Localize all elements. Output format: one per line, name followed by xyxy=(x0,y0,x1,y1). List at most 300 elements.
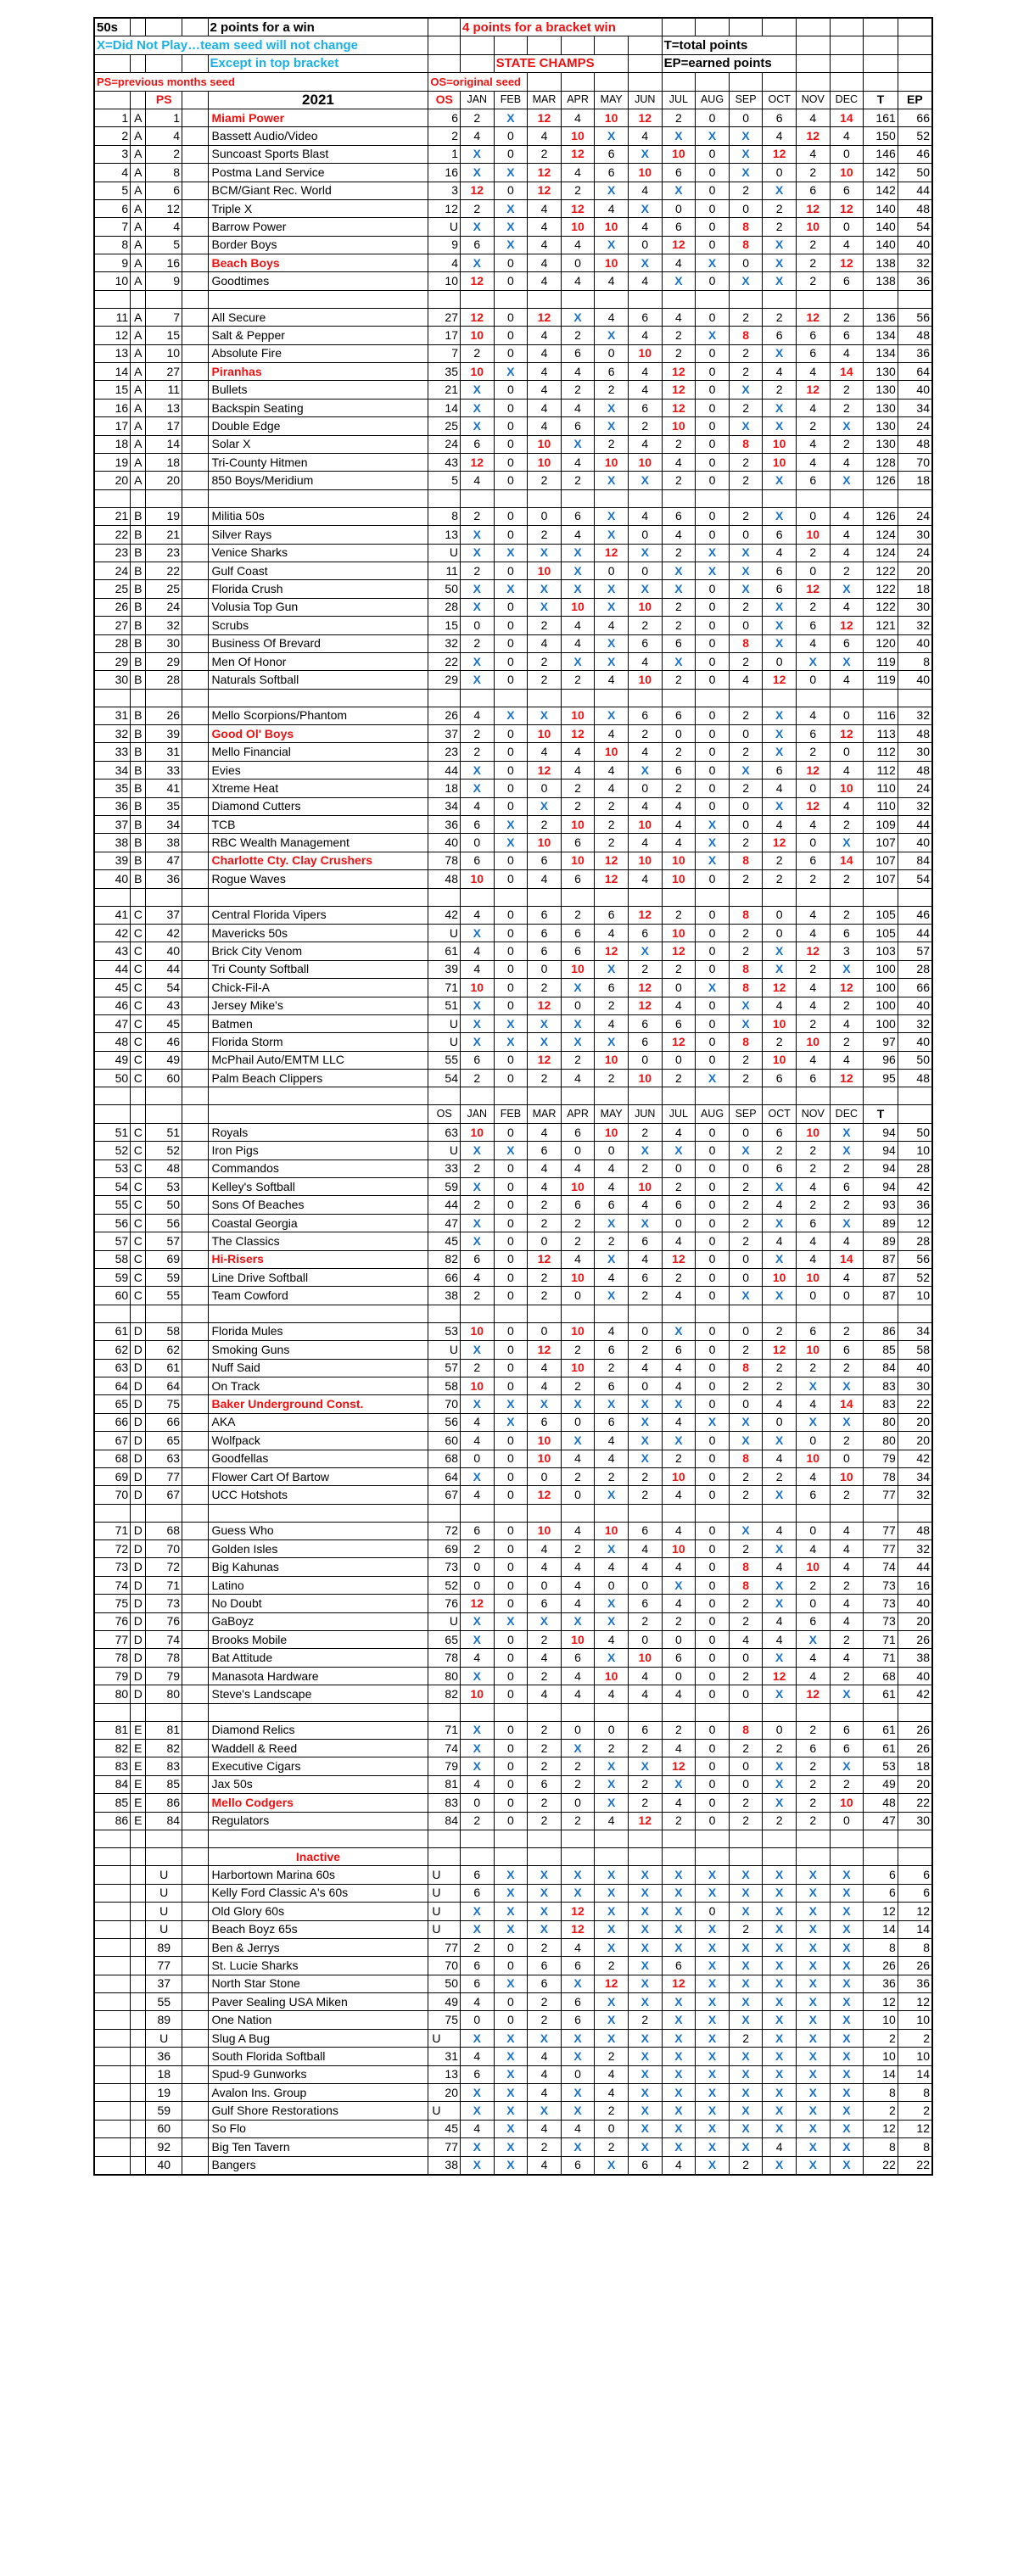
month-score-cell: X xyxy=(595,580,629,598)
month-score-cell: 2 xyxy=(662,435,696,453)
empty-cell xyxy=(131,1087,146,1105)
month-score-cell: 10 xyxy=(830,1794,864,1812)
team-row xyxy=(94,1612,932,1630)
month-score-cell: X xyxy=(460,544,494,562)
month-score-cell: 14 xyxy=(830,1250,864,1268)
month-score-cell: X xyxy=(662,652,696,670)
month-score-cell: X xyxy=(561,979,595,997)
month-score-cell: 0 xyxy=(830,1450,864,1467)
month-score-cell: X xyxy=(763,1250,797,1268)
month-score-cell: 2 xyxy=(763,1359,797,1377)
rank-cell: 52 xyxy=(94,1142,131,1159)
bracket-cell xyxy=(131,2156,146,2175)
month-score-cell: X xyxy=(460,381,494,399)
month-score-cell: X xyxy=(628,1884,662,1902)
month-score-cell: X xyxy=(595,1486,629,1504)
bracket-cell: B xyxy=(131,671,146,689)
month-score-cell: 0 xyxy=(696,435,730,453)
empty-cell xyxy=(182,816,208,834)
month-score-cell: 0 xyxy=(696,1269,730,1287)
month-score-cell: 2 xyxy=(528,1812,562,1830)
ps-cell: 4 xyxy=(146,218,182,236)
month-score-cell: X xyxy=(460,780,494,797)
month-score-cell: X xyxy=(460,1142,494,1159)
month-score-cell: 2 xyxy=(528,979,562,997)
rank-cell: 62 xyxy=(94,1341,131,1359)
empty-cell xyxy=(182,472,208,489)
earned-points-cell: 8 xyxy=(898,652,932,670)
earned-points-cell: 28 xyxy=(898,1159,932,1177)
repeat-header-row xyxy=(94,1105,932,1123)
month-score-cell: X xyxy=(763,1794,797,1812)
month-score-cell: 0 xyxy=(494,725,528,743)
month-score-cell: 2 xyxy=(729,1794,763,1812)
month-score-cell: 4 xyxy=(662,1359,696,1377)
rank-cell: 57 xyxy=(94,1232,131,1250)
month-header: OCT xyxy=(763,1105,797,1123)
os-cell: 76 xyxy=(428,1595,461,1612)
empty-cell xyxy=(494,1703,528,1721)
bracket-cell: C xyxy=(131,1033,146,1051)
month-score-cell: 4 xyxy=(528,1123,562,1141)
month-score-cell: X xyxy=(595,960,629,978)
month-score-cell: 2 xyxy=(796,1757,830,1775)
team-row xyxy=(94,417,932,435)
team-name: Triple X xyxy=(208,199,428,217)
earned-points-cell: 44 xyxy=(898,924,932,942)
month-score-cell: 4 xyxy=(662,1413,696,1431)
month-score-cell: 10 xyxy=(460,1685,494,1703)
team-name: Kelley's Softball xyxy=(208,1178,428,1196)
month-score-cell: 0 xyxy=(628,236,662,254)
month-score-cell: X xyxy=(595,1612,629,1630)
earned-points-cell: 32 xyxy=(898,1014,932,1032)
ps-cell: 15 xyxy=(146,327,182,344)
month-score-cell: X xyxy=(763,1938,797,1956)
month-score-cell: 6 xyxy=(830,1721,864,1739)
earned-points-cell: 54 xyxy=(898,870,932,888)
month-score-cell: 0 xyxy=(729,816,763,834)
bracket-cell: C xyxy=(131,1159,146,1177)
rank-cell: 76 xyxy=(94,1612,131,1630)
os-cell: 38 xyxy=(428,1287,461,1305)
month-score-cell: 2 xyxy=(460,634,494,652)
rank-cell: 12 xyxy=(94,327,131,344)
earned-points-cell: 30 xyxy=(898,526,932,544)
empty-cell xyxy=(182,2084,208,2102)
team-name: Solar X xyxy=(208,435,428,453)
month-score-cell: 0 xyxy=(696,1341,730,1359)
bracket-cell: A xyxy=(131,435,146,453)
empty-cell xyxy=(763,1504,797,1522)
earned-points-cell: 20 xyxy=(898,1432,932,1450)
month-score-cell: 6 xyxy=(595,1377,629,1394)
ps-cell: 36 xyxy=(146,870,182,888)
earned-points-note: EP=earned points xyxy=(662,54,796,72)
month-score-cell: 0 xyxy=(494,1522,528,1539)
month-score-cell: X xyxy=(763,1214,797,1232)
month-score-cell: 10 xyxy=(595,1522,629,1539)
earned-points-cell: 6 xyxy=(898,1866,932,1884)
team-row xyxy=(94,2011,932,2029)
month-score-cell: X xyxy=(763,2120,797,2137)
month-score-cell: 4 xyxy=(830,671,864,689)
team-name: Volusia Top Gun xyxy=(208,598,428,616)
month-score-cell: 10 xyxy=(561,1269,595,1287)
month-score-cell: 14 xyxy=(830,852,864,869)
earned-points-cell: 42 xyxy=(898,1178,932,1196)
month-score-cell: 2 xyxy=(662,1721,696,1739)
ps-cell: 59 xyxy=(146,2102,182,2120)
month-score-cell: 0 xyxy=(729,1685,763,1703)
month-score-cell: 2 xyxy=(561,1232,595,1250)
month-score-cell: X xyxy=(595,1866,629,1884)
bracket-cell: D xyxy=(131,1395,146,1413)
rank-cell: 36 xyxy=(94,797,131,815)
month-score-cell: X xyxy=(796,652,830,670)
team-row xyxy=(94,1938,932,1956)
empty-cell xyxy=(460,489,494,507)
empty-cell xyxy=(182,1232,208,1250)
legend-row-2 xyxy=(94,36,932,54)
month-score-cell: X xyxy=(494,1014,528,1032)
team-name: Baker Underground Const. xyxy=(208,1395,428,1413)
month-score-cell: 4 xyxy=(561,1070,595,1087)
month-score-cell: 0 xyxy=(494,399,528,416)
empty-cell xyxy=(763,1703,797,1721)
month-score-cell: 0 xyxy=(460,617,494,634)
month-score-cell: 0 xyxy=(696,617,730,634)
empty-cell xyxy=(131,888,146,906)
rank-cell: 28 xyxy=(94,634,131,652)
month-score-cell: 0 xyxy=(561,1413,595,1431)
month-score-cell: 6 xyxy=(628,1232,662,1250)
team-row xyxy=(94,743,932,761)
month-score-cell: 6 xyxy=(561,2156,595,2175)
empty-cell xyxy=(182,1178,208,1196)
team-row xyxy=(94,254,932,272)
month-score-cell: 6 xyxy=(830,327,864,344)
month-score-cell: 2 xyxy=(763,1467,797,1485)
month-score-cell: X xyxy=(729,1142,763,1159)
earned-points-cell: 54 xyxy=(898,218,932,236)
month-score-cell: 4 xyxy=(528,344,562,362)
rank-cell: 19 xyxy=(94,453,131,471)
bracket-cell: D xyxy=(131,1667,146,1685)
month-score-cell: X xyxy=(460,164,494,182)
month-score-cell: X xyxy=(763,743,797,761)
earned-points-cell: 22 xyxy=(898,1794,932,1812)
month-score-cell: 4 xyxy=(628,834,662,852)
month-score-cell: 4 xyxy=(595,1631,629,1649)
total-points-cell: 86 xyxy=(864,1322,898,1340)
bracket-cell: D xyxy=(131,1595,146,1612)
month-score-cell: X xyxy=(561,1395,595,1413)
month-header: NOV xyxy=(796,1105,830,1123)
team-name: 850 Boys/Meridium xyxy=(208,472,428,489)
month-score-cell: X xyxy=(662,1920,696,1938)
month-score-cell: 4 xyxy=(528,127,562,145)
os-cell: U xyxy=(428,1884,461,1902)
month-score-cell: X xyxy=(561,1884,595,1902)
month-score-cell: 0 xyxy=(696,1250,730,1268)
empty-cell xyxy=(182,960,208,978)
month-score-cell: 8 xyxy=(729,960,763,978)
month-score-cell: 12 xyxy=(662,942,696,960)
month-score-cell: 0 xyxy=(494,797,528,815)
month-score-cell: 12 xyxy=(763,834,797,852)
empty-cell xyxy=(528,1703,562,1721)
month-score-cell: 6 xyxy=(561,1649,595,1667)
month-score-cell: 2 xyxy=(528,1214,562,1232)
total-points-cell: 122 xyxy=(864,580,898,598)
month-score-cell: 2 xyxy=(628,1341,662,1359)
month-score-cell: 2 xyxy=(796,1775,830,1793)
month-score-cell: 10 xyxy=(561,1631,595,1649)
month-score-cell: 4 xyxy=(528,1359,562,1377)
team-row xyxy=(94,164,932,182)
month-score-cell: 2 xyxy=(796,236,830,254)
month-score-cell: 0 xyxy=(729,1757,763,1775)
ps-cell: 4 xyxy=(146,127,182,145)
empty-cell xyxy=(94,489,131,507)
empty-cell xyxy=(830,1703,864,1721)
month-score-cell: X xyxy=(729,761,763,779)
team-name: Salt & Pepper xyxy=(208,327,428,344)
month-score-cell: 0 xyxy=(494,960,528,978)
month-score-cell: 6 xyxy=(796,1322,830,1340)
month-score-cell: X xyxy=(595,2156,629,2175)
month-score-cell: 10 xyxy=(763,1269,797,1287)
month-score-cell: 0 xyxy=(696,1467,730,1485)
month-score-cell: X xyxy=(763,344,797,362)
month-score-cell: 0 xyxy=(796,1595,830,1612)
team-row xyxy=(94,1685,932,1703)
team-name: Commandos xyxy=(208,1159,428,1177)
month-score-cell: X xyxy=(796,2156,830,2175)
earned-points-cell: 40 xyxy=(898,1595,932,1612)
empty-cell xyxy=(182,182,208,199)
ps-cell: 31 xyxy=(146,743,182,761)
month-score-cell: 4 xyxy=(662,453,696,471)
ps-cell: U xyxy=(146,1866,182,1884)
os-cell: 40 xyxy=(428,834,461,852)
inactive-label-row xyxy=(94,1847,932,1865)
team-name: Scrubs xyxy=(208,617,428,634)
month-score-cell: X xyxy=(494,834,528,852)
month-score-cell: X xyxy=(595,2011,629,2029)
month-score-cell: X xyxy=(696,2029,730,2047)
team-name: Mello Scorpions/Phantom xyxy=(208,707,428,724)
month-score-cell: 4 xyxy=(830,544,864,562)
team-row xyxy=(94,1576,932,1594)
month-score-cell: 0 xyxy=(628,1322,662,1340)
month-score-cell: 4 xyxy=(460,1993,494,2011)
month-score-cell: 0 xyxy=(494,1250,528,1268)
ps-cell: 41 xyxy=(146,780,182,797)
empty-cell xyxy=(662,689,696,707)
month-score-cell: 6 xyxy=(796,852,830,869)
team-name: Florida Storm xyxy=(208,1033,428,1051)
month-score-cell: 4 xyxy=(561,2120,595,2137)
team-name: Golden Isles xyxy=(208,1540,428,1558)
team-row xyxy=(94,472,932,489)
month-score-cell: X xyxy=(696,2048,730,2065)
month-score-cell: X xyxy=(595,1540,629,1558)
rank-cell: 55 xyxy=(94,1196,131,1214)
month-score-cell: X xyxy=(830,1757,864,1775)
month-score-cell: 4 xyxy=(662,797,696,815)
total-points-cell: 97 xyxy=(864,1033,898,1051)
month-score-cell: X xyxy=(763,1775,797,1793)
month-score-cell: 10 xyxy=(561,1322,595,1340)
month-score-cell: X xyxy=(763,1540,797,1558)
empty-cell xyxy=(528,1504,562,1522)
empty-cell xyxy=(182,707,208,724)
os-cell: 34 xyxy=(428,797,461,815)
month-score-cell: 4 xyxy=(662,816,696,834)
month-score-cell: X xyxy=(595,1395,629,1413)
team-name: Tri-County Hitmen xyxy=(208,453,428,471)
month-score-cell: X xyxy=(528,1395,562,1413)
month-score-cell: 6 xyxy=(628,1033,662,1051)
month-score-cell: 4 xyxy=(796,363,830,381)
month-score-cell: X xyxy=(561,2084,595,2102)
month-score-cell: 12 xyxy=(796,381,830,399)
empty-cell xyxy=(898,290,932,308)
month-score-cell: 4 xyxy=(763,816,797,834)
team-row xyxy=(94,652,932,670)
team-row xyxy=(94,1540,932,1558)
month-score-cell: 6 xyxy=(796,1739,830,1757)
earned-points-cell: 26 xyxy=(898,1739,932,1757)
month-score-cell: X xyxy=(729,2084,763,2102)
month-score-cell: 6 xyxy=(796,472,830,489)
month-score-cell: 12 xyxy=(796,127,830,145)
month-score-cell: X xyxy=(628,2102,662,2120)
month-score-cell: 4 xyxy=(561,1667,595,1685)
earned-points-cell: 30 xyxy=(898,598,932,616)
empty-cell xyxy=(182,272,208,290)
earned-points-cell: 20 xyxy=(898,1775,932,1793)
month-score-cell: X xyxy=(830,2084,864,2102)
month-score-cell: 0 xyxy=(494,1957,528,1975)
month-score-cell: 2 xyxy=(460,1359,494,1377)
empty-cell xyxy=(561,489,595,507)
month-score-cell: X xyxy=(494,2048,528,2065)
month-score-cell: 2 xyxy=(561,906,595,924)
empty-cell xyxy=(864,689,898,707)
month-score-cell: X xyxy=(729,1957,763,1975)
bracket-cell: B xyxy=(131,634,146,652)
month-score-cell: X xyxy=(460,1033,494,1051)
month-score-cell: 4 xyxy=(561,1250,595,1268)
empty-cell xyxy=(182,852,208,869)
team-row xyxy=(94,2102,932,2120)
month-score-cell: 4 xyxy=(595,2065,629,2083)
month-score-cell: X xyxy=(561,652,595,670)
month-score-cell: X xyxy=(662,1432,696,1450)
month-score-cell: X xyxy=(662,580,696,598)
month-score-cell: X xyxy=(729,997,763,1014)
ps-cell: 24 xyxy=(146,598,182,616)
month-score-cell: X xyxy=(763,2029,797,2047)
month-score-cell: 4 xyxy=(561,236,595,254)
bracket-cell: B xyxy=(131,780,146,797)
month-score-cell: 4 xyxy=(595,924,629,942)
empty-cell xyxy=(182,1739,208,1757)
empty-cell xyxy=(131,1830,146,1847)
month-score-cell: 2 xyxy=(796,743,830,761)
month-score-cell: 0 xyxy=(729,254,763,272)
month-score-cell: 0 xyxy=(561,1721,595,1739)
empty-cell xyxy=(628,888,662,906)
empty-cell xyxy=(428,888,461,906)
month-score-cell: 0 xyxy=(696,580,730,598)
earned-points-cell: 30 xyxy=(898,1812,932,1830)
month-score-cell: 10 xyxy=(528,453,562,471)
month-score-cell: 10 xyxy=(561,127,595,145)
month-score-cell: 4 xyxy=(528,1178,562,1196)
month-score-cell: 2 xyxy=(528,1993,562,2011)
spacer-row xyxy=(94,1504,932,1522)
month-score-cell: 0 xyxy=(494,924,528,942)
empty-cell xyxy=(182,489,208,507)
month-score-cell: 4 xyxy=(528,1649,562,1667)
month-score-cell: 6 xyxy=(628,1522,662,1539)
month-score-cell: 2 xyxy=(729,453,763,471)
team-row xyxy=(94,1070,932,1087)
team-row xyxy=(94,1142,932,1159)
month-score-cell: 6 xyxy=(528,1142,562,1159)
total-points-cell: 95 xyxy=(864,1070,898,1087)
bracket-cell: C xyxy=(131,997,146,1014)
month-score-cell: 4 xyxy=(528,2048,562,2065)
month-score-cell: X xyxy=(528,1884,562,1902)
rank-cell: 6 xyxy=(94,199,131,217)
month-score-cell: 4 xyxy=(830,1540,864,1558)
team-row xyxy=(94,1033,932,1051)
month-score-cell: X xyxy=(595,634,629,652)
earned-points-cell: 20 xyxy=(898,562,932,579)
month-score-cell: X xyxy=(696,816,730,834)
month-score-cell: 4 xyxy=(528,870,562,888)
empty-cell xyxy=(428,1847,461,1865)
team-row xyxy=(94,1993,932,2011)
month-score-cell: 4 xyxy=(628,381,662,399)
empty-cell xyxy=(182,1847,208,1865)
month-score-cell: X xyxy=(696,1938,730,1956)
ps-cell: 64 xyxy=(146,1377,182,1394)
month-score-cell: 0 xyxy=(662,1159,696,1177)
total-points-cell: 103 xyxy=(864,942,898,960)
month-score-cell: 6 xyxy=(460,435,494,453)
month-score-cell: 0 xyxy=(696,1631,730,1649)
month-score-cell: 4 xyxy=(796,1051,830,1069)
month-score-cell: X xyxy=(595,2029,629,2047)
os-cell: 67 xyxy=(428,1486,461,1504)
month-score-cell: X xyxy=(494,164,528,182)
month-score-cell: 2 xyxy=(763,1812,797,1830)
month-score-cell: X xyxy=(494,1920,528,1938)
bracket-cell xyxy=(131,2029,146,2047)
month-score-cell: 0 xyxy=(595,344,629,362)
month-score-cell: 10 xyxy=(460,1377,494,1394)
ps-cell: 78 xyxy=(146,1649,182,1667)
month-score-cell: 12 xyxy=(460,182,494,199)
rank-cell: 83 xyxy=(94,1757,131,1775)
month-score-cell: 0 xyxy=(494,145,528,163)
